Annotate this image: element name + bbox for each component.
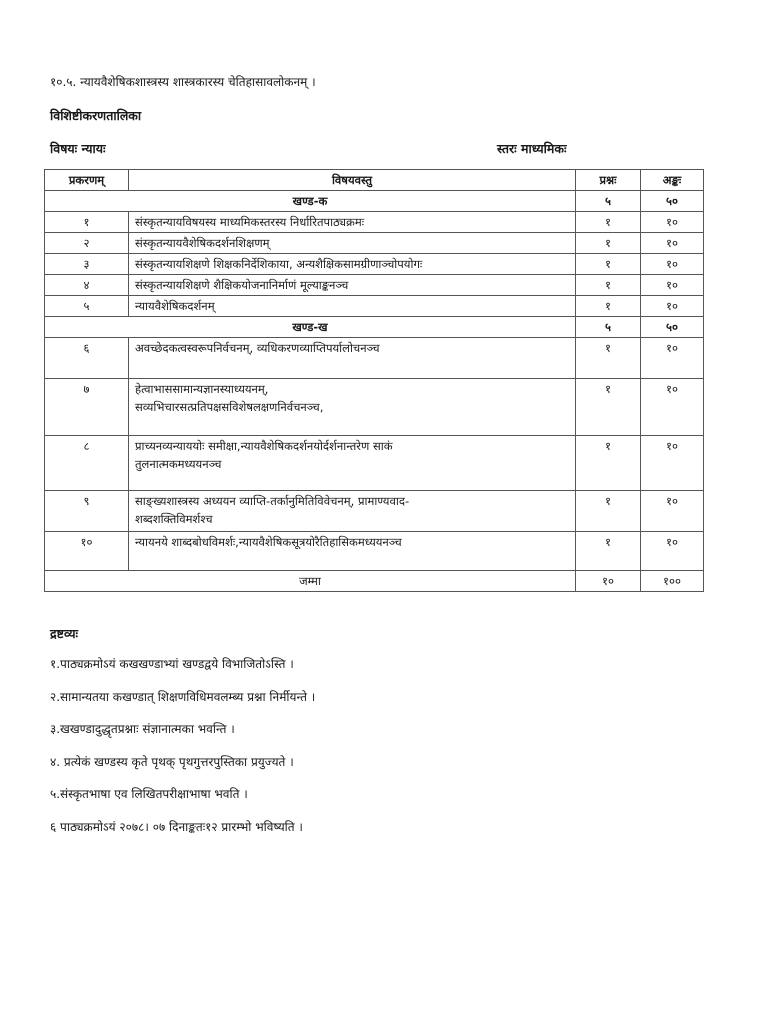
row-questions: १ (576, 296, 641, 317)
section-b-row (45, 317, 704, 338)
note-item: ४. प्रत्येकं खण्डस्य कृते पृथक् पृथगुत्तरपुस्तिका प्रयुज्यते । (50, 754, 294, 769)
row-topic-line: न्यायनये शाब्दबोधविमर्शः,न्यायवैशेषिकसूत्रयोरैतिहासिकमध्ययनञ्च (135, 535, 402, 549)
table-row (45, 275, 704, 296)
header-chapter: प्रकरणम् (45, 170, 129, 191)
note-item: ५.संस्कृतभाषा एव लिखितपरीक्षाभाषा भवति । (50, 787, 248, 801)
level-label: स्तरः माध्यमिकः (497, 141, 567, 156)
row-questions: १ (576, 254, 641, 275)
row-topic-line: सव्यभिचारसत्प्रतिपक्षसविशेषलक्षणनिर्वचनञ्च, (135, 400, 324, 414)
table-heading: विशिष्टीकरणतालिका (50, 108, 142, 123)
header-marks: अङ्कः (641, 170, 704, 191)
section-a-questions: ५ (576, 191, 641, 212)
table-row (45, 532, 704, 571)
table-row (45, 491, 704, 532)
row-topic (129, 379, 576, 436)
total-label: जम्मा (45, 571, 576, 592)
header-questions: प्रश्नः (576, 170, 641, 191)
row-marks: १० (641, 212, 704, 233)
notes-heading: द्रष्टव्यः (50, 626, 78, 641)
row-number: ७ (45, 379, 129, 436)
row-topic-line: हेत्वाभाससामान्यज्ञानस्याध्ययनम्, (135, 382, 269, 396)
row-marks: १० (641, 233, 704, 254)
section-a-row (45, 191, 704, 212)
header-content: विषयवस्तु (129, 170, 576, 191)
row-questions: १ (576, 233, 641, 254)
row-topic (129, 532, 576, 571)
note-item: ६ पाठ्यक्रमोऽयं २०७८। ०७ दिनाङ्कतः१२ प्रारम्भो भविष्यति । (50, 819, 303, 834)
row-topic (129, 338, 576, 379)
table-row (45, 212, 704, 233)
row-questions: १ (576, 436, 641, 491)
row-questions: १ (576, 491, 641, 532)
note-item: १.पाठ्यक्रमोऽयं कखखण्डाभ्यां खण्डद्वये विभाजितोऽस्ति । (50, 657, 294, 671)
row-topic: संस्कृतन्यायशिक्षणे शिक्षकनिर्देशिकाया, अन्यशैक्षिकसामग्रीणाञ्चोपयोगः (129, 254, 576, 275)
row-number: ४ (45, 275, 129, 296)
table-row (45, 233, 704, 254)
row-marks: १० (641, 338, 704, 379)
row-number: ९ (45, 491, 129, 532)
note-item: २.सामान्यतया कखण्डात् शिक्षणविधिमवलम्ब्य प्रश्ना निर्मीयन्ते । (50, 689, 316, 704)
row-number: ३ (45, 254, 129, 275)
row-number: ५ (45, 296, 129, 317)
row-marks: १० (641, 379, 704, 436)
row-topic-line: तुलनात्मकमध्ययनञ्च (135, 457, 222, 471)
row-marks: १० (641, 491, 704, 532)
row-questions: १ (576, 379, 641, 436)
table-row (45, 436, 704, 491)
row-number: १० (45, 532, 129, 571)
table-header-row (45, 170, 704, 191)
row-number: २ (45, 233, 129, 254)
section-a-label: खण्ड-क (45, 191, 576, 212)
specification-table (44, 169, 704, 592)
row-topic-line: साङ्ख्यशास्त्रस्य अध्ययन व्याप्ति-तर्कानुमितिविवेचनम्, प्रामाण्यवाद- (135, 494, 410, 508)
row-marks: १० (641, 275, 704, 296)
row-questions: १ (576, 532, 641, 571)
row-topic (129, 436, 576, 491)
row-marks: १० (641, 532, 704, 571)
row-topic: संस्कृतन्यायवैशेषिकदर्शनशिक्षणम् (129, 233, 576, 254)
row-topic-line: प्राच्यनव्यन्याययोः समीक्षा,न्यायवैशेषिकदर्शनयोर्दर्शनान्तरेण साकं (135, 439, 393, 453)
row-questions: १ (576, 338, 641, 379)
row-marks: १० (641, 296, 704, 317)
row-topic: न्यायवैशेषिकदर्शनम् (129, 296, 576, 317)
section-b-label: खण्ड-ख (45, 317, 576, 338)
row-topic: संस्कृतन्यायशिक्षणे शैक्षिकयोजनानिर्माणं मूल्याङ्कनञ्च (129, 275, 576, 296)
total-marks: १०० (641, 571, 704, 592)
row-marks: १० (641, 254, 704, 275)
row-marks: १० (641, 436, 704, 491)
total-row (45, 571, 704, 592)
notes-list (50, 655, 315, 850)
note-item: ३.खखण्डादुद्धृतप्रश्नाः संज्ञानात्मका भवन्ति । (50, 722, 235, 736)
row-topic: संस्कृतन्यायविषयस्य माध्यमिकस्तरस्य निर्धारितपाठ्यक्रमः (129, 212, 576, 233)
section-b-marks: ५० (641, 317, 704, 338)
table-row (45, 254, 704, 275)
subject-label: विषयः न्यायः (50, 141, 106, 156)
row-questions: १ (576, 275, 641, 296)
row-topic-line: शब्दशक्तिविमर्शश्च (135, 512, 213, 526)
section-b-questions: ५ (576, 317, 641, 338)
section-a-marks: ५० (641, 191, 704, 212)
row-topic (129, 491, 576, 532)
row-topic-line: अवच्छेदकत्वस्वरूपनिर्वचनम्, व्यधिकरणव्याप्तिपर्यालोचनञ्च (135, 341, 380, 355)
row-number: १ (45, 212, 129, 233)
intro-line: १०.५. न्यायवैशेषिकशास्त्रस्य शास्त्रकारस्य चेतिहासावलोकनम् । (50, 75, 316, 89)
row-number: ८ (45, 436, 129, 491)
row-questions: १ (576, 212, 641, 233)
table-row (45, 296, 704, 317)
table-row (45, 338, 704, 379)
row-number: ६ (45, 338, 129, 379)
table-row (45, 379, 704, 436)
total-questions: १० (576, 571, 641, 592)
